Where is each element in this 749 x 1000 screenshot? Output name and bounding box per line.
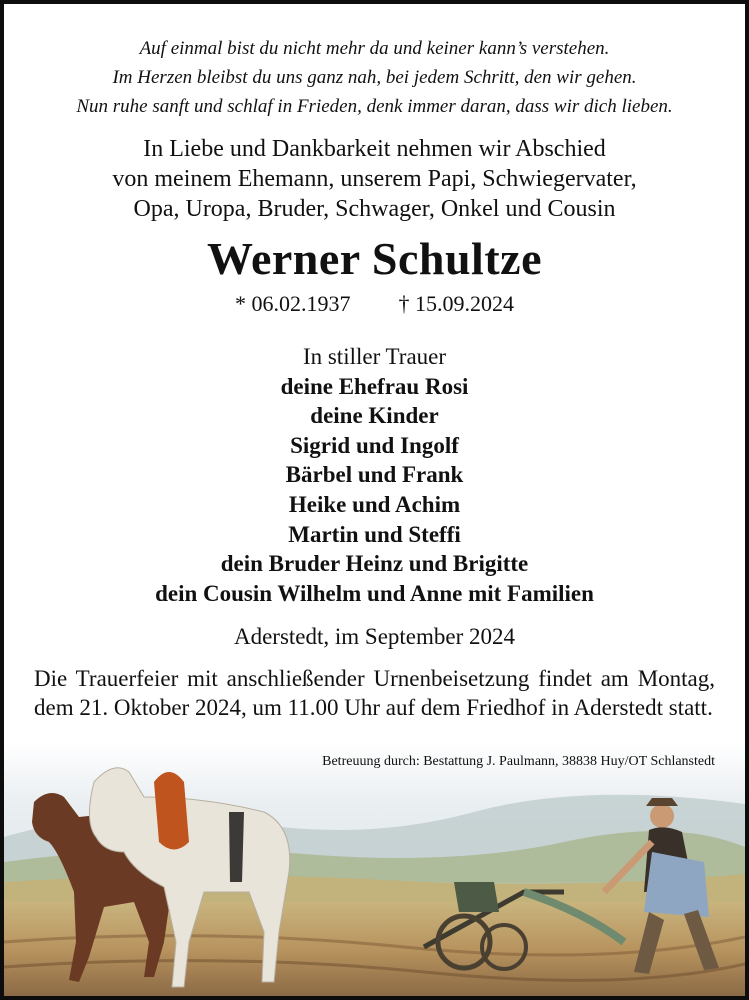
intro-line: Opa, Uropa, Bruder, Schwager, Onkel und Cousin — [133, 196, 616, 222]
mourning-lead: In stiller Trauer — [302, 344, 447, 369]
mourner-line: dein Cousin Wilhelm und Anne mit Familien — [155, 580, 594, 606]
funeral-home-credit: Betreuung durch: Bestattung J. Paulmann, 38838 Huy/OT Schlanstedt — [322, 754, 715, 769]
mourner-line: dein Bruder Heinz und Brigitte — [220, 551, 529, 577]
deceased-name: Werner Schultze — [207, 233, 542, 284]
place-date: Aderstedt, im September 2024 — [233, 624, 516, 649]
intro-line: In Liebe und Dankbarkeit nehmen wir Abschied — [143, 136, 606, 162]
birth-date: * 06.02.1937 — [235, 291, 351, 316]
death-date: † 15.09.2024 — [398, 291, 514, 316]
intro-line: von meinem Ehemann, unserem Papi, Schwiegervater, — [112, 166, 637, 192]
mourner-line: Martin und Steffi — [288, 521, 461, 547]
mourner-line: Bärbel und Frank — [285, 462, 464, 488]
mourners-list — [4, 342, 745, 608]
ploughing-painting — [4, 742, 745, 996]
poem-line: Auf einmal bist du nicht mehr da und keiner kann’s verstehen. — [139, 38, 610, 59]
mourner-line: Heike und Achim — [288, 491, 461, 517]
ceremony-notice: Die Trauerfeier mit anschließender Urnenbeisetzung findet am Montag, dem 21. Oktober 2024, um 11.00 Uhr auf dem Friedhof in Aderstedt statt. — [34, 666, 715, 720]
poem — [4, 34, 745, 121]
life-dates — [4, 291, 745, 317]
mourner-line: deine Kinder — [310, 403, 439, 429]
farewell-intro — [4, 134, 745, 224]
mourner-line: deine Ehefrau Rosi — [280, 373, 469, 399]
mourner-line: Sigrid und Ingolf — [290, 432, 459, 458]
poem-line: Im Herzen bleibst du uns ganz nah, bei jedem Schritt, den wir gehen. — [112, 67, 637, 88]
poem-line: Nun ruhe sanft und schlaf in Frieden, denk immer daran, dass wir dich lieben. — [76, 96, 673, 117]
